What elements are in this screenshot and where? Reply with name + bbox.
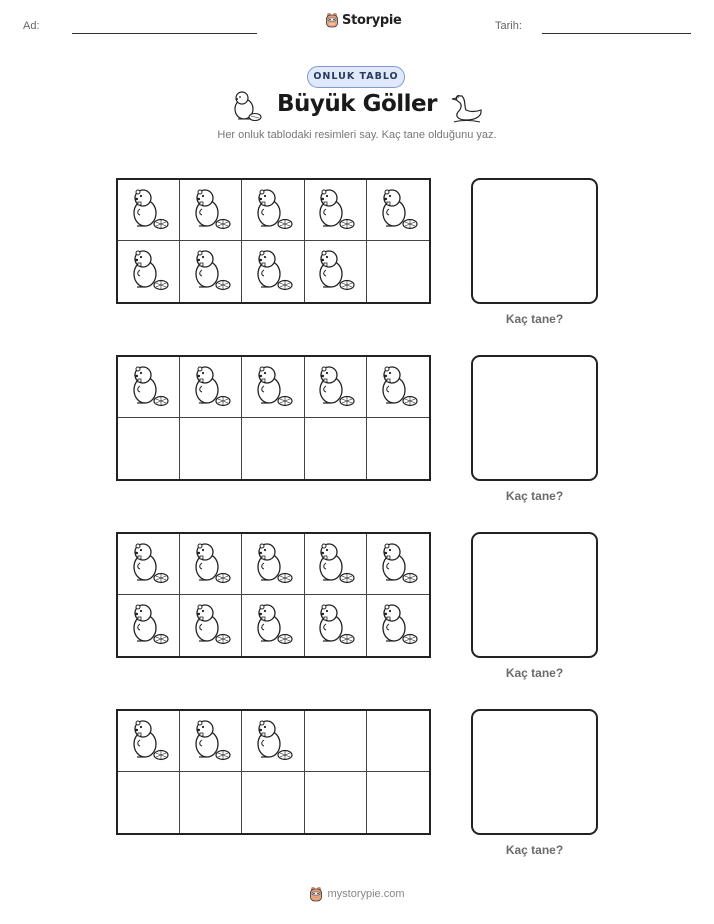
name-line[interactable]	[72, 33, 257, 34]
beaver-icon	[249, 361, 297, 414]
beaver-icon	[311, 599, 359, 652]
beaver-icon	[125, 361, 173, 414]
beaver-icon	[374, 538, 422, 591]
ten-frame-cell	[242, 595, 304, 656]
beaver-icon	[311, 361, 359, 414]
count-question: Kaç tane?	[505, 843, 564, 857]
ten-frame-cell	[367, 711, 429, 772]
ten-frame-cell	[242, 772, 304, 833]
ten-frame-cell	[180, 534, 242, 595]
ten-frame-cell	[242, 711, 304, 772]
beaver-icon	[125, 245, 173, 298]
beaver-icon	[374, 599, 422, 652]
ten-frame-cell	[118, 595, 180, 656]
ten-frame	[116, 709, 431, 835]
swan-icon	[450, 90, 484, 124]
mascot-icon	[325, 12, 339, 28]
ten-frame-cell	[118, 711, 180, 772]
ten-frame-cell	[242, 241, 304, 302]
beaver-icon	[187, 715, 235, 768]
ten-frame-cell	[180, 772, 242, 833]
ten-frame-cell	[305, 180, 367, 241]
beaver-icon	[187, 538, 235, 591]
ten-frame-cell	[118, 180, 180, 241]
beaver-icon	[187, 184, 235, 237]
ten-frame-cell	[367, 772, 429, 833]
ten-frame-cell	[305, 534, 367, 595]
ten-frame-cell	[118, 357, 180, 418]
ten-frame-cell	[242, 534, 304, 595]
ten-frame-cell	[118, 418, 180, 479]
beaver-icon	[125, 599, 173, 652]
mascot-icon	[309, 886, 323, 902]
ten-frame-cell	[180, 180, 242, 241]
beaver-icon	[374, 184, 422, 237]
beaver-icon	[249, 599, 297, 652]
beaver-icon	[311, 538, 359, 591]
page-title: Büyük Göller	[277, 91, 437, 117]
answer-box[interactable]	[471, 355, 598, 481]
ten-frame-cell	[118, 241, 180, 302]
ten-frame	[116, 355, 431, 481]
date-label: Tarih:	[495, 20, 522, 32]
beaver-icon	[249, 715, 297, 768]
beaver-icon	[125, 184, 173, 237]
beaver-icon	[249, 245, 297, 298]
brand-logo	[325, 12, 402, 28]
ten-frame-cell	[180, 711, 242, 772]
ten-frame-cell	[180, 595, 242, 656]
ten-frame-cell	[242, 418, 304, 479]
worksheet-type-badge: ONLUK TABLO	[307, 66, 405, 88]
ten-frame-cell	[305, 595, 367, 656]
ten-frame	[116, 178, 431, 304]
date-line[interactable]	[542, 33, 691, 34]
beaver-icon	[187, 599, 235, 652]
count-question: Kaç tane?	[505, 666, 564, 680]
beaver-icon	[125, 715, 173, 768]
beaver-icon	[311, 245, 359, 298]
beaver-icon	[249, 538, 297, 591]
ten-frame-cell	[242, 357, 304, 418]
beaver-icon	[249, 184, 297, 237]
count-question: Kaç tane?	[505, 312, 564, 326]
ten-frame-cell	[180, 241, 242, 302]
ten-frame-cell	[118, 534, 180, 595]
ten-frame-cell	[305, 772, 367, 833]
instructions: Her onluk tablodaki resimleri say. Kaç tane olduğunu yaz.	[217, 129, 497, 141]
ten-frame-cell	[180, 357, 242, 418]
answer-box[interactable]	[471, 532, 598, 658]
brand-name: Storypie	[342, 12, 402, 28]
ten-frame	[116, 532, 431, 658]
beaver-icon	[187, 245, 235, 298]
answer-box[interactable]	[471, 178, 598, 304]
ten-frame-cell	[180, 418, 242, 479]
footer-url: mystorypie.com	[327, 888, 405, 900]
ten-frame-cell	[242, 180, 304, 241]
ten-frame-cell	[367, 418, 429, 479]
ten-frame-cell	[367, 241, 429, 302]
beaver-icon	[125, 538, 173, 591]
beaver-icon	[187, 361, 235, 414]
answer-box[interactable]	[471, 709, 598, 835]
count-question: Kaç tane?	[505, 489, 564, 503]
footer	[0, 886, 714, 902]
ten-frame-cell	[367, 180, 429, 241]
ten-frame-cell	[118, 772, 180, 833]
beaver-icon	[311, 184, 359, 237]
ten-frame-cell	[305, 241, 367, 302]
ten-frame-cell	[305, 357, 367, 418]
name-label: Ad:	[23, 20, 40, 32]
ten-frame-cell	[367, 534, 429, 595]
beaver-icon	[374, 361, 422, 414]
ten-frame-cell	[305, 418, 367, 479]
ten-frame-cell	[367, 595, 429, 656]
ten-frame-cell	[305, 711, 367, 772]
ten-frame-cell	[367, 357, 429, 418]
